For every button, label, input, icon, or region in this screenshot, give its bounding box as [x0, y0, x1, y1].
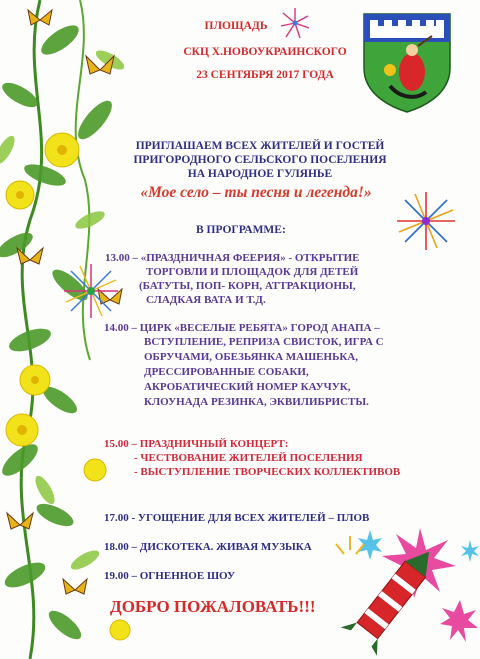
program-item-2-line-1: 14.00 – ЦИРК «ВЕСЕЛЫЕ РЕБЯТА» ГОРОД АНАПА –: [104, 322, 380, 334]
header-place: ПЛОЩАДЬ: [204, 20, 268, 32]
firework-rocket-illustration: [330, 520, 480, 659]
festival-slogan: «Мое село – ты песня и легенда!»: [140, 184, 372, 201]
invite-line-3: НА НАРОДНОЕ ГУЛЯНЬЕ: [187, 168, 333, 180]
program-item-2-line-5: АКРОБАТИЧЕСКИЙ НОМЕР КАУЧУК,: [144, 381, 351, 393]
firework-icon: [278, 6, 312, 40]
program-item-1-line-2: ТОРГОВЛИ И ПЛОЩАДОК ДЛЯ ДЕТЕЙ: [146, 266, 359, 278]
program-item-2-line-2: ВСТУПЛЕНИЕ, РЕПРИЗА СВИСТОК, ИГРА С: [144, 336, 384, 348]
program-item-2-line-6: КЛОУНАДА РЕЗИНКА, ЭКВИЛИБРИСТЫ.: [144, 396, 369, 408]
program-item-3-line-2: - ЧЕСТВОВАНИЕ ЖИТЕЛЕЙ ПОСЕЛЕНИЯ: [134, 452, 363, 464]
firework-icon: [395, 190, 457, 252]
header-venue: СКЦ Х.НОВОУКРАИНСКОГО: [183, 46, 347, 58]
program-item-2-line-4: ДРЕССИРОВАННЫЕ СОБАКИ,: [144, 366, 309, 378]
program-item-1-line-1: 13.00 – «ПРАЗДНИЧНАЯ ФЕЕРИЯ» - ОТКРЫТИЕ: [105, 252, 360, 264]
program-item-4: 17.00 - УГОЩЕНИЕ ДЛЯ ВСЕХ ЖИТЕЛЕЙ – ПЛОВ: [104, 512, 370, 524]
invite-line-2: ПРИГОРОДНОГО СЕЛЬСКОГО ПОСЕЛЕНИЯ: [133, 154, 387, 166]
program-item-1-line-4: СЛАДКАЯ ВАТА И Т.Д.: [146, 294, 266, 306]
program-item-3-line-3: - ВЫСТУПЛЕНИЕ ТВОРЧЕСКИХ КОЛЛЕКТИВОВ: [134, 466, 401, 478]
program-item-6: 19.00 – ОГНЕННОЕ ШОУ: [104, 570, 236, 582]
header-date: 23 СЕНТЯБРЯ 2017 ГОДА: [196, 69, 334, 81]
program-item-5: 18.00 – ДИСКОТЕКА. ЖИВАЯ МУЗЫКА: [104, 541, 312, 553]
program-heading: В ПРОГРАММЕ:: [196, 224, 286, 236]
program-item-1-line-3: (БАТУТЫ, ПОП- КОРН, АТТРАКЦИОНЫ,: [139, 280, 356, 292]
firework-icon: [62, 262, 120, 320]
program-item-3-line-1: 15.00 – ПРАЗДНИЧНЫЙ КОНЦЕРТ:: [104, 438, 289, 450]
program-item-2-line-3: ОБРУЧАМИ, ОБЕЗЬЯНКА МАШЕНЬКА,: [144, 351, 359, 363]
coat-of-arms-emblem: [360, 6, 454, 114]
invite-line-1: ПРИГЛАШАЕМ ВСЕХ ЖИТЕЛЕЙ И ГОСТЕЙ: [135, 140, 385, 152]
welcome-closing: ДОБРО ПОЖАЛОВАТЬ!!!: [110, 597, 316, 616]
